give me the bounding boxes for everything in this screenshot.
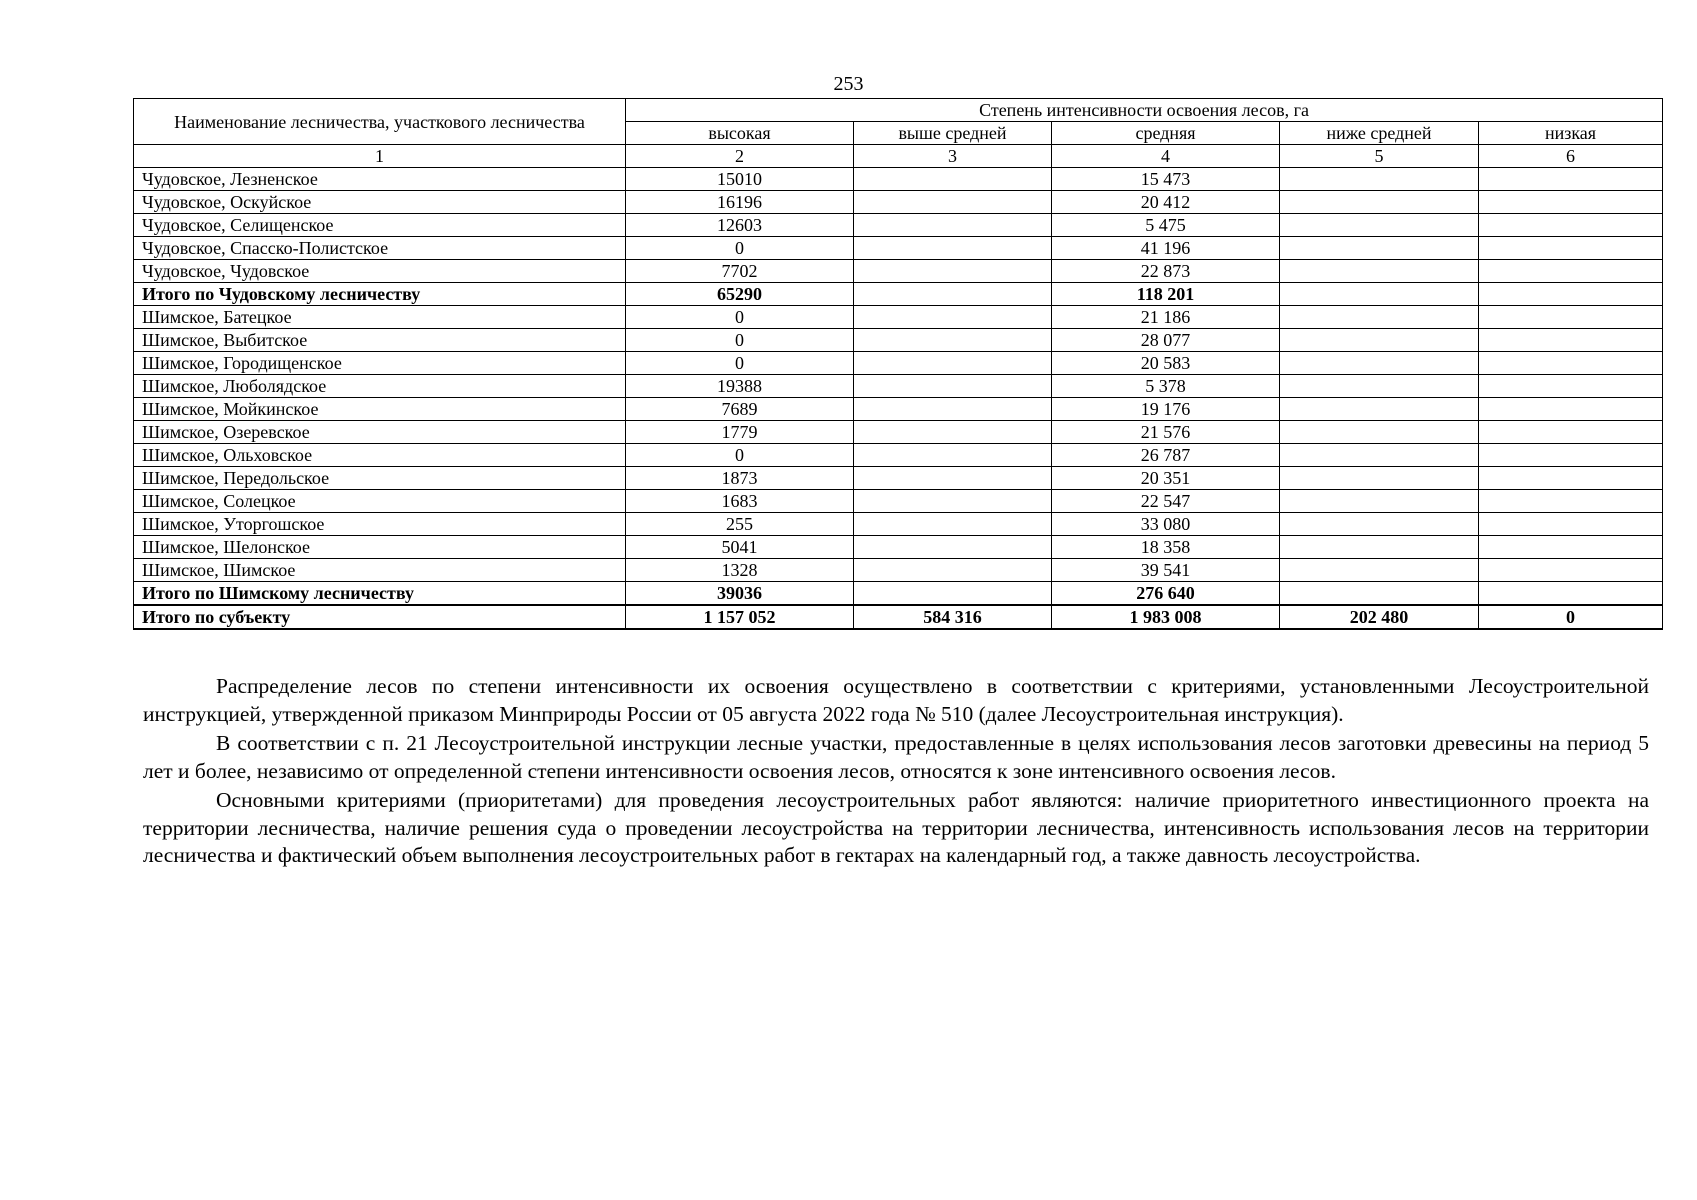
cell-below-average: 202 480 bbox=[1280, 605, 1479, 629]
column-number: 1 bbox=[134, 145, 626, 168]
forest-intensity-table bbox=[133, 98, 1663, 630]
cell-below-average bbox=[1280, 375, 1479, 398]
cell-below-average bbox=[1280, 513, 1479, 536]
cell-low bbox=[1479, 329, 1663, 352]
cell-above-average bbox=[854, 214, 1052, 237]
header-col-above-average: выше средней bbox=[854, 122, 1052, 145]
cell-below-average bbox=[1280, 329, 1479, 352]
cell-above-average bbox=[854, 490, 1052, 513]
cell-above-average bbox=[854, 237, 1052, 260]
paragraph: В соответствии с п. 21 Лесоустроительной инструкции лесные участки, предоставленные в целях использования лесов заготовки древесины на период 5 лет и более, независимо от определенной степени интенсивности освоения лесов, относятся к зоне интенсивного освоения лесов. bbox=[143, 731, 1649, 783]
body-text bbox=[143, 673, 1649, 872]
cell-low bbox=[1479, 237, 1663, 260]
cell-low bbox=[1479, 467, 1663, 490]
cell-low bbox=[1479, 306, 1663, 329]
cell-low bbox=[1479, 444, 1663, 467]
cell-below-average bbox=[1280, 352, 1479, 375]
header-col-low: низкая bbox=[1479, 122, 1663, 145]
cell-high: 0 bbox=[626, 329, 854, 352]
cell-forestry-name: Чудовское, Чудовское bbox=[134, 260, 626, 283]
table-row bbox=[134, 421, 1663, 444]
cell-above-average bbox=[854, 421, 1052, 444]
cell-average: 20 583 bbox=[1052, 352, 1280, 375]
cell-high: 1 157 052 bbox=[626, 605, 854, 629]
table-row bbox=[134, 559, 1663, 582]
cell-average: 20 412 bbox=[1052, 191, 1280, 214]
cell-average: 5 475 bbox=[1052, 214, 1280, 237]
table-row bbox=[134, 191, 1663, 214]
cell-below-average bbox=[1280, 421, 1479, 444]
cell-average: 20 351 bbox=[1052, 467, 1280, 490]
cell-above-average bbox=[854, 467, 1052, 490]
table-row bbox=[134, 306, 1663, 329]
table-row bbox=[134, 490, 1663, 513]
cell-average: 22 873 bbox=[1052, 260, 1280, 283]
cell-below-average bbox=[1280, 582, 1479, 606]
cell-forestry-name: Шимское, Люболядское bbox=[134, 375, 626, 398]
cell-above-average bbox=[854, 559, 1052, 582]
page-number: 253 bbox=[833, 73, 864, 95]
cell-below-average bbox=[1280, 306, 1479, 329]
column-number: 5 bbox=[1280, 145, 1479, 168]
table-total-row bbox=[134, 582, 1663, 606]
cell-low bbox=[1479, 352, 1663, 375]
cell-average: 118 201 bbox=[1052, 283, 1280, 306]
cell-forestry-name: Шимское, Шелонское bbox=[134, 536, 626, 559]
table-row bbox=[134, 444, 1663, 467]
cell-below-average bbox=[1280, 490, 1479, 513]
cell-average: 41 196 bbox=[1052, 237, 1280, 260]
cell-forestry-name: Шимское, Выбитское bbox=[134, 329, 626, 352]
table-total-row bbox=[134, 283, 1663, 306]
cell-high: 1873 bbox=[626, 467, 854, 490]
cell-forestry-name: Чудовское, Оскуйское bbox=[134, 191, 626, 214]
cell-average: 21 576 bbox=[1052, 421, 1280, 444]
table-row bbox=[134, 237, 1663, 260]
cell-low bbox=[1479, 513, 1663, 536]
column-number: 3 bbox=[854, 145, 1052, 168]
cell-forestry-name: Итого по Чудовскому лесничеству bbox=[134, 283, 626, 306]
cell-forestry-name: Шимское, Городищенское bbox=[134, 352, 626, 375]
cell-forestry-name: Чудовское, Селищенское bbox=[134, 214, 626, 237]
cell-average: 28 077 bbox=[1052, 329, 1280, 352]
table-row bbox=[134, 513, 1663, 536]
cell-above-average bbox=[854, 260, 1052, 283]
cell-below-average bbox=[1280, 559, 1479, 582]
table-row bbox=[134, 375, 1663, 398]
table-row bbox=[134, 329, 1663, 352]
table-row bbox=[134, 398, 1663, 421]
cell-average: 39 541 bbox=[1052, 559, 1280, 582]
header-col-below-average: ниже средней bbox=[1280, 122, 1479, 145]
cell-high: 65290 bbox=[626, 283, 854, 306]
cell-forestry-name: Шимское, Передольское bbox=[134, 467, 626, 490]
column-number: 6 bbox=[1479, 145, 1663, 168]
cell-forestry-name: Чудовское, Лезненское bbox=[134, 168, 626, 191]
cell-high: 0 bbox=[626, 444, 854, 467]
paragraph: Распределение лесов по степени интенсивности их освоения осуществлено в соответствии с критериями, установленными Лесоустроительной инструкцией, утвержденной приказом Минприроды России от 05 августа 2022 года № 510 (далее Лесоустроительная инструкция). bbox=[143, 674, 1649, 726]
cell-above-average bbox=[854, 582, 1052, 606]
cell-high: 39036 bbox=[626, 582, 854, 606]
header-name-column: Наименование лесничества, участкового лесничества bbox=[134, 99, 626, 145]
cell-average: 33 080 bbox=[1052, 513, 1280, 536]
column-number: 2 bbox=[626, 145, 854, 168]
cell-average: 22 547 bbox=[1052, 490, 1280, 513]
cell-low bbox=[1479, 214, 1663, 237]
column-number: 4 bbox=[1052, 145, 1280, 168]
cell-above-average bbox=[854, 283, 1052, 306]
cell-forestry-name: Шимское, Батецкое bbox=[134, 306, 626, 329]
cell-high: 0 bbox=[626, 352, 854, 375]
cell-average: 5 378 bbox=[1052, 375, 1280, 398]
table-total-row bbox=[134, 605, 1663, 629]
cell-average: 276 640 bbox=[1052, 582, 1280, 606]
cell-low bbox=[1479, 398, 1663, 421]
cell-high: 5041 bbox=[626, 536, 854, 559]
cell-above-average bbox=[854, 398, 1052, 421]
cell-average: 21 186 bbox=[1052, 306, 1280, 329]
cell-high: 7689 bbox=[626, 398, 854, 421]
cell-forestry-name: Шимское, Солецкое bbox=[134, 490, 626, 513]
cell-average: 1 983 008 bbox=[1052, 605, 1280, 629]
table-body bbox=[134, 168, 1663, 630]
cell-low bbox=[1479, 168, 1663, 191]
cell-below-average bbox=[1280, 444, 1479, 467]
cell-average: 26 787 bbox=[1052, 444, 1280, 467]
cell-forestry-name: Шимское, Ольховское bbox=[134, 444, 626, 467]
table-row bbox=[134, 467, 1663, 490]
cell-high: 19388 bbox=[626, 375, 854, 398]
cell-above-average bbox=[854, 306, 1052, 329]
header-col-average: средняя bbox=[1052, 122, 1280, 145]
cell-forestry-name: Шимское, Уторгошское bbox=[134, 513, 626, 536]
cell-above-average bbox=[854, 444, 1052, 467]
cell-below-average bbox=[1280, 398, 1479, 421]
cell-below-average bbox=[1280, 467, 1479, 490]
cell-low bbox=[1479, 536, 1663, 559]
table-row bbox=[134, 352, 1663, 375]
cell-below-average bbox=[1280, 536, 1479, 559]
cell-average: 18 358 bbox=[1052, 536, 1280, 559]
cell-forestry-name: Шимское, Мойкинское bbox=[134, 398, 626, 421]
cell-high: 1328 bbox=[626, 559, 854, 582]
cell-average: 15 473 bbox=[1052, 168, 1280, 191]
table-row bbox=[134, 168, 1663, 191]
cell-high: 7702 bbox=[626, 260, 854, 283]
cell-forestry-name: Шимское, Озеревское bbox=[134, 421, 626, 444]
cell-below-average bbox=[1280, 191, 1479, 214]
cell-above-average bbox=[854, 375, 1052, 398]
cell-high: 1779 bbox=[626, 421, 854, 444]
cell-below-average bbox=[1280, 214, 1479, 237]
cell-forestry-name: Чудовское, Спасско-Полистское bbox=[134, 237, 626, 260]
cell-above-average bbox=[854, 352, 1052, 375]
table-row bbox=[134, 214, 1663, 237]
cell-above-average bbox=[854, 513, 1052, 536]
cell-high: 255 bbox=[626, 513, 854, 536]
paragraph: Основными критериями (приоритетами) для проведения лесоустроительных работ являются: наличие приоритетного инвестиционного проекта на территории лесничества, наличие решения суда о проведении лесоустройства на территории лесничества, интенсивность использования лесов на территории лесничества и фактический объем выполнения лесоустроительных работ в гектарах на календарный год, а также давность лесоустройства. bbox=[143, 788, 1649, 867]
cell-forestry-name: Итого по субъекту bbox=[134, 605, 626, 629]
cell-high: 0 bbox=[626, 306, 854, 329]
table-row bbox=[134, 536, 1663, 559]
cell-average: 19 176 bbox=[1052, 398, 1280, 421]
cell-low bbox=[1479, 582, 1663, 606]
cell-low bbox=[1479, 375, 1663, 398]
cell-above-average: 584 316 bbox=[854, 605, 1052, 629]
cell-forestry-name: Шимское, Шимское bbox=[134, 559, 626, 582]
cell-low bbox=[1479, 559, 1663, 582]
cell-high: 16196 bbox=[626, 191, 854, 214]
cell-below-average bbox=[1280, 168, 1479, 191]
cell-low bbox=[1479, 490, 1663, 513]
cell-low bbox=[1479, 191, 1663, 214]
header-intensity-group: Степень интенсивности освоения лесов, га bbox=[626, 99, 1663, 122]
cell-forestry-name: Итого по Шимскому лесничеству bbox=[134, 582, 626, 606]
cell-low bbox=[1479, 283, 1663, 306]
cell-low: 0 bbox=[1479, 605, 1663, 629]
cell-above-average bbox=[854, 168, 1052, 191]
cell-above-average bbox=[854, 329, 1052, 352]
cell-high: 12603 bbox=[626, 214, 854, 237]
header-col-high: высокая bbox=[626, 122, 854, 145]
cell-below-average bbox=[1280, 283, 1479, 306]
cell-high: 15010 bbox=[626, 168, 854, 191]
cell-high: 0 bbox=[626, 237, 854, 260]
cell-below-average bbox=[1280, 237, 1479, 260]
cell-high: 1683 bbox=[626, 490, 854, 513]
cell-above-average bbox=[854, 536, 1052, 559]
cell-low bbox=[1479, 260, 1663, 283]
table-row bbox=[134, 260, 1663, 283]
cell-above-average bbox=[854, 191, 1052, 214]
cell-below-average bbox=[1280, 260, 1479, 283]
cell-low bbox=[1479, 421, 1663, 444]
